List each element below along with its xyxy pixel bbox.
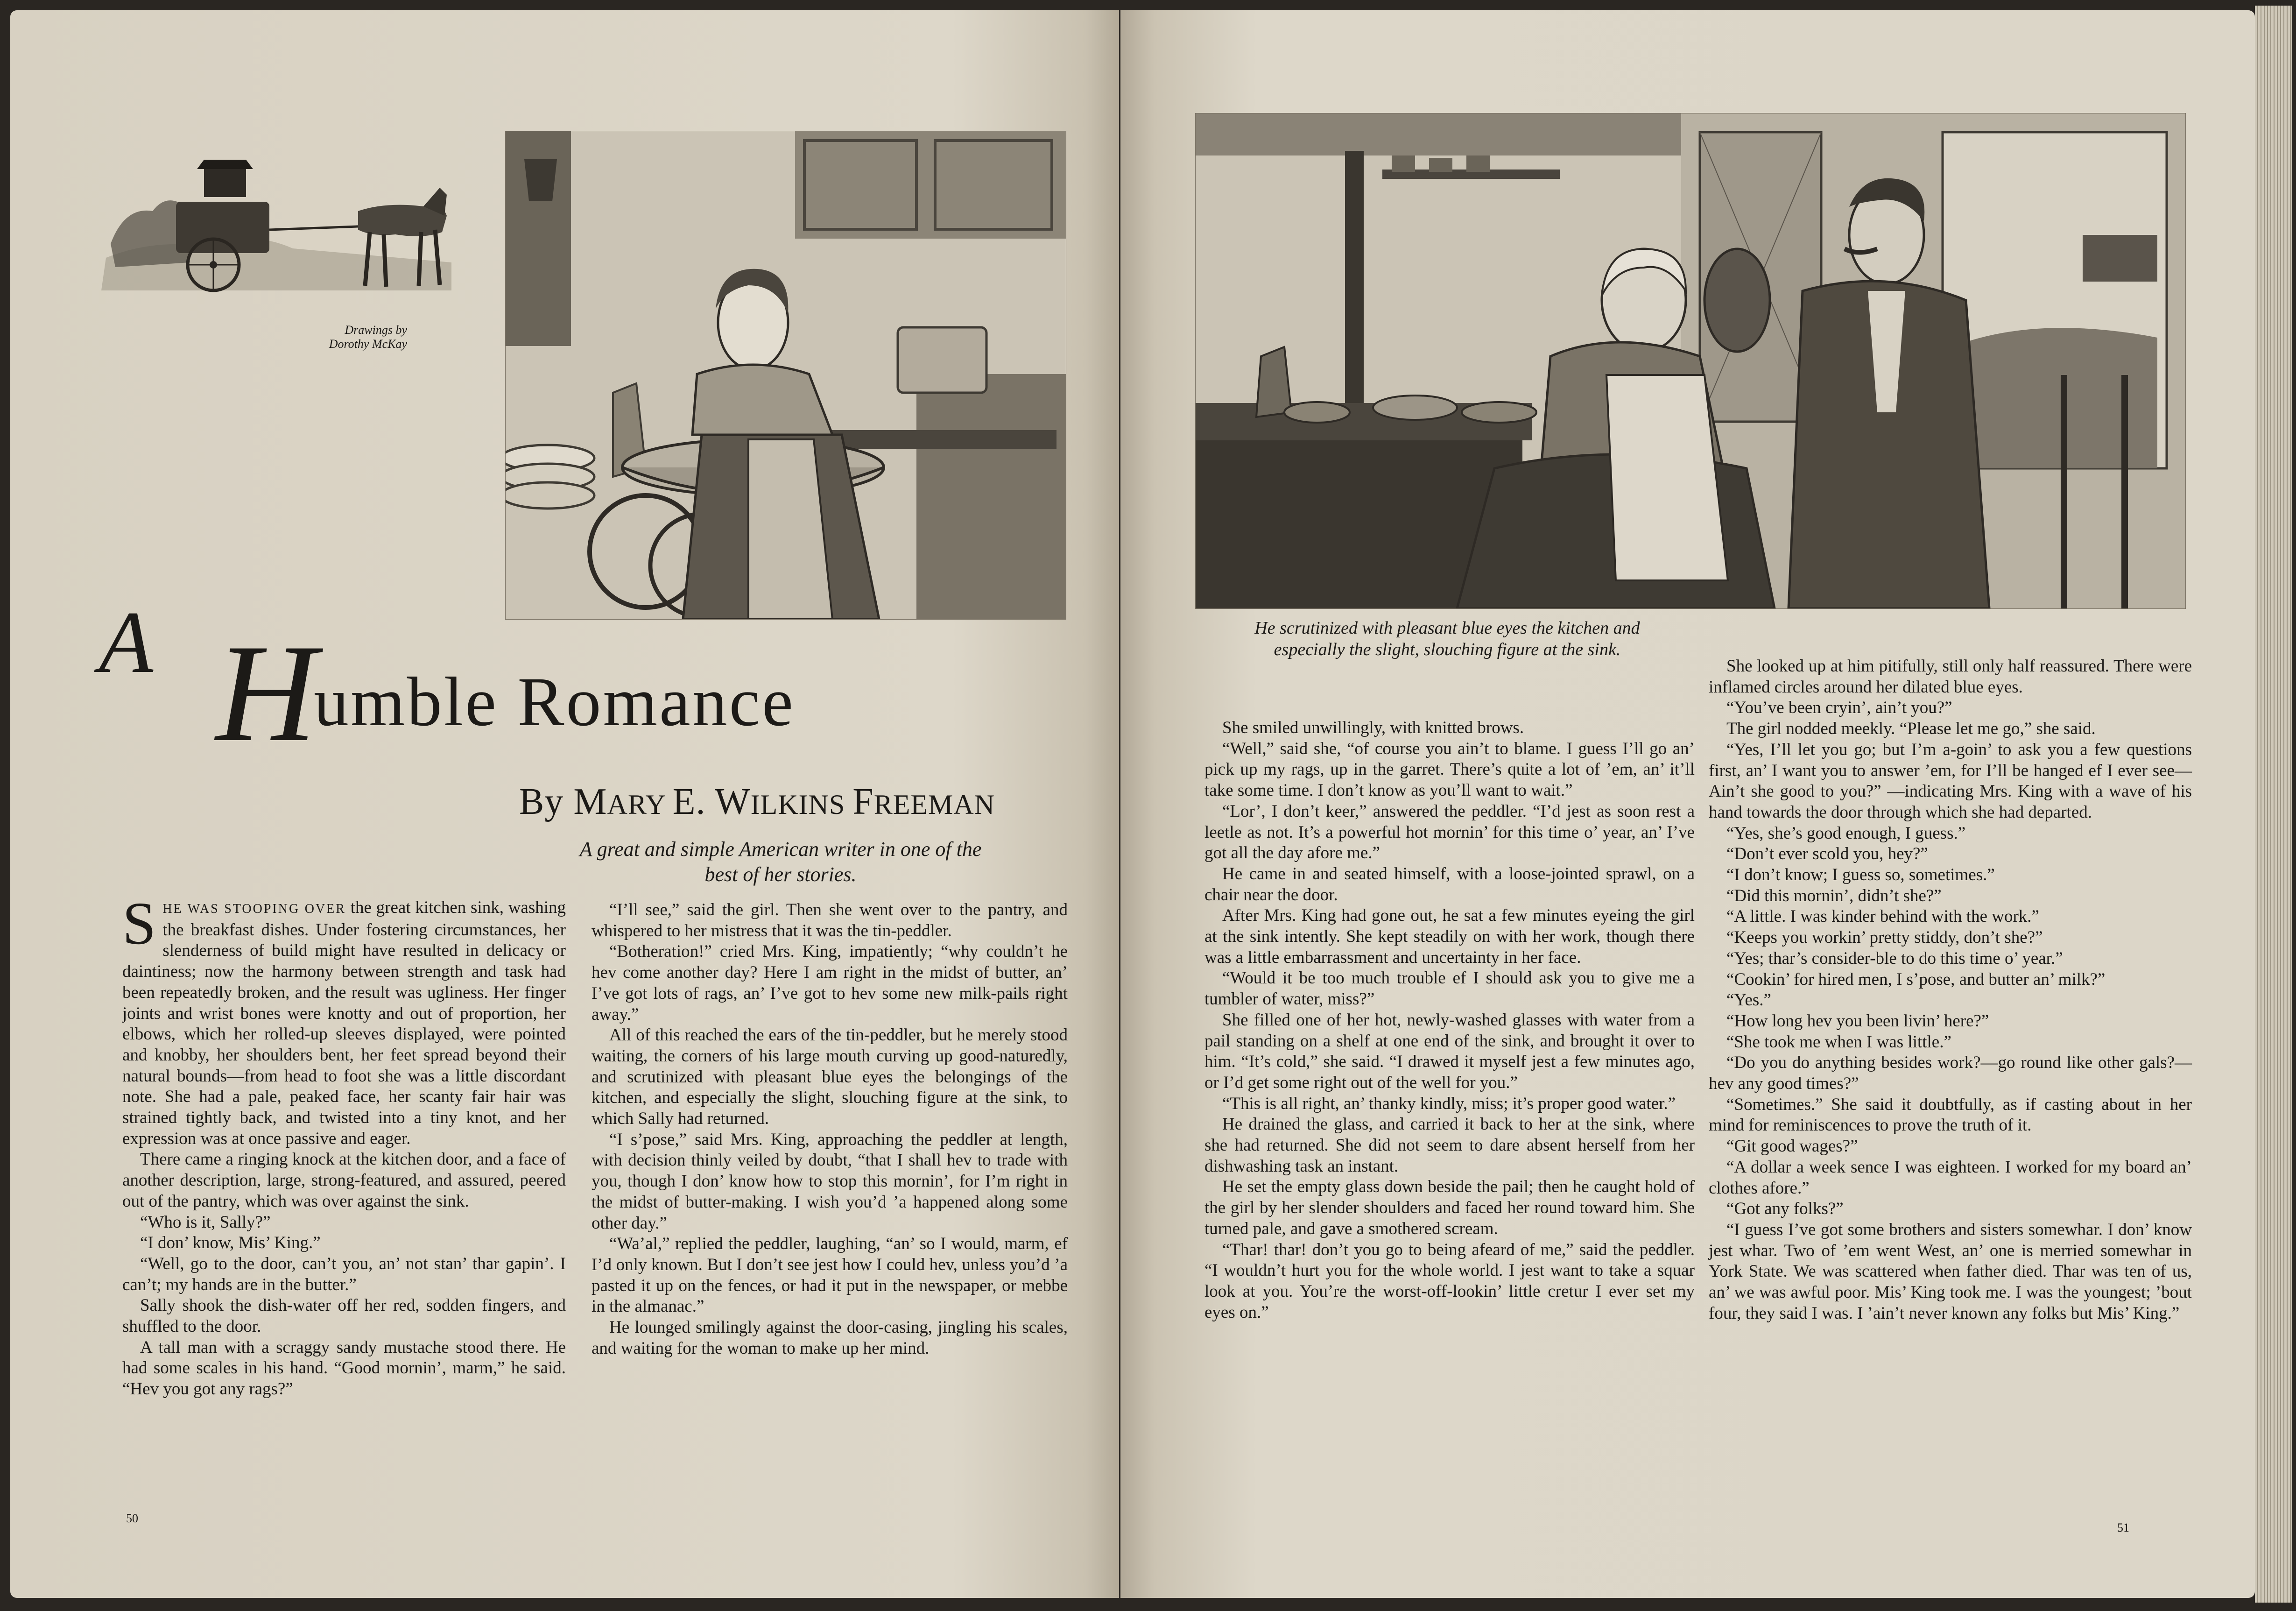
paragraph: “A little. I was kinder behind with the work.”: [1726, 907, 2039, 926]
paragraph: “This is all right, an’ thanky kindly, miss; it’s proper good water.”: [1222, 1094, 1676, 1113]
paragraph: “Do you do anything besides work?—go round like other gals?—hev any good times?”: [1709, 1053, 2192, 1094]
paragraph: “I’ll see,” said the girl. Then she went over to the pantry, and whispered to her mistress that it was the tin-peddler.: [592, 900, 1068, 940]
paragraph: “You’ve been cryin’, ain’t you?”: [1726, 698, 1952, 718]
paragraph: She filled one of her hot, newly-washed glasses with water from a pail standing on a shelf at one end of the sink, and brought it over to him. “It’s cold,” she said. “I drawed it myself jest a few minutes ago, or I’d get some right out of the well for you.”: [1204, 1010, 1695, 1092]
article-deck: A great and simple American writer in one of the best of her stories.: [579, 838, 982, 886]
paragraph: “Yes.”: [1726, 990, 1771, 1010]
illustration-girl-at-sink: [505, 131, 1066, 620]
paragraph: “I don’t know; I guess so, sometimes.”: [1726, 865, 1995, 885]
paragraph: “Git good wages?”: [1726, 1137, 1858, 1156]
paragraph: “Keeps you workin’ pretty stiddy, don’t she?”: [1726, 928, 2043, 947]
paragraph: “Who is it, Sally?”: [140, 1212, 271, 1232]
illustration-credit: Drawings by Dorothy McKay: [329, 323, 407, 351]
paragraph: “Would it be too much trouble ef I should ask you to give me a tumbler of water, miss?”: [1204, 968, 1695, 1009]
paragraph: She looked up at him pitifully, still only half reassured. There were inflamed circles around her dilated blue eyes.: [1709, 657, 2192, 697]
paragraph: After Mrs. King had gone out, he sat a few minutes eyeing the girl at the sink intently. She kept steadily on with her work, though there was a little embarrassment and uncertainty in her face.: [1204, 906, 1695, 967]
paragraph: “I guess I’ve got some brothers and sisters somewhar. I don’ know jest whar. Two of ’em went West, an’ one is merried somewhar in York State. We was scattered when father died. Thar was ten of us, an’ we was awful poor. Mis’ King took me. I was the youngest; ’bout four, they said I was. I ’ain’t never known any folks but Mis’ King.”: [1709, 1220, 2192, 1323]
paragraph: There came a ringing knock at the kitchen door, and a face of another description, large, strong-featured, and assured, peered out of the pantry, which was over against the sink.: [122, 1150, 566, 1211]
left-column-1: [122, 890, 566, 1400]
paragraph: “Lor’, I don’t keer,” answered the peddler. “I’d jest as soon rest a leetle as not. It’s a powerful hot mornin’ for this time o’ year, an’ I’ve got all the day afore me.”: [1204, 801, 1695, 863]
paragraph: “I don’ know, Mis’ King.”: [140, 1233, 321, 1253]
paragraph: “She took me when I was little.”: [1726, 1032, 1951, 1052]
paragraph: “Don’t ever scold you, hey?”: [1726, 844, 1928, 864]
paragraph: “Wa’al,” replied the peddler, laughing, “an’ so I would, marm, ef I’d only known. But I don’t see jest how I could hev, unless you’d ’a pasted it up on the fences, or had it put in the newspaper, or mebbe in the almanac.”: [592, 1234, 1068, 1316]
left-column-2: [592, 900, 1068, 1359]
paragraph: Sally shook the dish-water off her red, sodden fingers, and shuffled to the door.: [122, 1296, 566, 1336]
title-initial-a: A: [99, 594, 154, 692]
paragraph: “A dollar a week sence I was eighteen. I worked for my board an’ clothes afore.”: [1709, 1157, 2192, 1198]
paragraph: “Botheration!” cried Mrs. King, impatiently; “why couldn’t he hev come another day? Here I am right in the midst of butter, an’ I’ve got lots of rags, an’ I’ve got to hev some new milk-pails right away.”: [592, 942, 1068, 1024]
drop-cap: S: [122, 890, 156, 957]
paragraph: He drained the glass, and carried it back to her at the sink, where she had returned. She did not seem to dare absent herself from her dishwashing task an instant.: [1204, 1115, 1695, 1176]
paragraph: “I s’pose,” said Mrs. King, approaching the peddler at length, with decision thinly veiled by doubt, “that I shall hev to trade with you, though I don’ know how to stop this mornin’, for I’m right in the midst of butter-making. I wish you’d ’a happened along some other day.”: [592, 1130, 1068, 1233]
title-initial-h: H: [216, 615, 317, 770]
paragraph: “Yes, I’ll let you go; but I’m a-goin’ to ask you a few questions first, an’ I want you to answer ’em, for I’ll be hanged ef I ever see— Ain’t she good to you?” —indicating Mrs. King with a wave of his hand towards the door through which she had departed.: [1709, 740, 2192, 822]
opening-paragraph: SHE WAS STOOPING OVER the great kitchen sink, washing the breakfast dishes. Under fostering circumstances, her slenderness of build might have resulted in delicacy or daintiness; now the harmony between strength and task had been repeatedly broken, and the result was ugliness. Her finger joints and wrist bones were knotty and out of proportion, her elbows, which her rolled-up sleeves displayed, were pointed and knobby, her shoulders bent, her feet spread beyond their natural bounds—from head to foot she was a little discordant note. She had a pale, peaked face, her scanty fair hair was strained tightly back, and twisted into a tiny knot, and her expression was at once passive and eager.: [122, 890, 566, 1148]
article-title: umble Romance: [314, 663, 795, 741]
paragraph: “Thar! thar! don’t you go to being afeard of me,” said the peddler. “I wouldn’t hurt you for the whole world. I jest want to take a squar look at you. You’re the worst-off-lookin’ little cretur I ever set my eyes on.”: [1204, 1240, 1695, 1322]
paragraph: “Sometimes.” She said it doubtfully, as if casting about in her mind for reminiscences to prove the truth of it.: [1709, 1095, 2192, 1135]
paragraph: He lounged smilingly against the door-casing, jingling his scales, and waiting for the woman to make up her mind.: [592, 1318, 1068, 1358]
illustration-caption: He scrutinized with pleasant blue eyes the kitchen and especially the slight, slouching figure at the sink.: [1254, 618, 1640, 659]
paragraph: “Cookin’ for hired men, I s’pose, and butter an’ milk?”: [1726, 969, 2106, 989]
author-name: MARY E. WILKINS FREEMAN: [573, 781, 995, 822]
peddler-cart-vignette: [97, 150, 456, 304]
byline: By MARY E. WILKINS FREEMAN: [519, 781, 995, 822]
paragraph: The girl nodded meekly. “Please let me go,” she said.: [1726, 719, 2096, 739]
paragraph: “Yes, she’s good enough, I guess.”: [1726, 823, 1966, 843]
paragraph: She smiled unwillingly, with knitted brows.: [1222, 718, 1524, 737]
paragraph: He came in and seated himself, with a loose-jointed sprawl, on a chair near the door.: [1204, 864, 1695, 904]
right-page: [1120, 10, 2255, 1598]
paragraph: “Well, go to the door, can’t you, an’ not stan’ thar gapin’. I can’t; my hands are in the butter.”: [122, 1254, 566, 1294]
paragraph: He set the empty glass down beside the pail; then he caught hold of the girl by her slender shoulders and faced her round toward him. She turned pale, and gave a smothered scream.: [1204, 1177, 1695, 1238]
paragraph: “Yes; thar’s consider-ble to do this time o’ year.”: [1726, 948, 2063, 968]
paragraph: “Did this mornin’, didn’t she?”: [1726, 886, 1942, 905]
page-number-left: 50: [126, 1512, 138, 1525]
left-page: [10, 10, 1119, 1598]
paragraph: All of this reached the ears of the tin-peddler, but he merely stood waiting, the corners of his large mouth curving up good-naturedly, and scrutinized with pleasant blue eyes the belongings of the kitchen, and especially the slight, slouching figure at the sink, to which Sally had returned.: [592, 1025, 1068, 1129]
right-column-2: [1709, 656, 2192, 1324]
paragraph: “How long hev you been livin’ here?”: [1726, 1011, 1989, 1031]
page-number-right: 51: [2117, 1521, 2129, 1534]
paragraph: “Well,” said she, “of course you ain’t to blame. I guess I’ll go an’ pick up my rags, up in the garret. There’s quite a lot of ’em, an’ it’ll take some time. I don’t know as you’ll want to wait.”: [1204, 739, 1695, 800]
illustration-peddler-and-mrs-king: [1195, 113, 2186, 609]
right-column-1: [1204, 718, 1695, 1323]
paragraph: “Got any folks?”: [1726, 1199, 1844, 1219]
page-edges: [2255, 6, 2292, 1603]
paragraph: A tall man with a scraggy sandy mustache stood there. He had some scales in his hand. “Good mornin’, marm,” he said. “Hev you got any rags?”: [122, 1337, 566, 1399]
